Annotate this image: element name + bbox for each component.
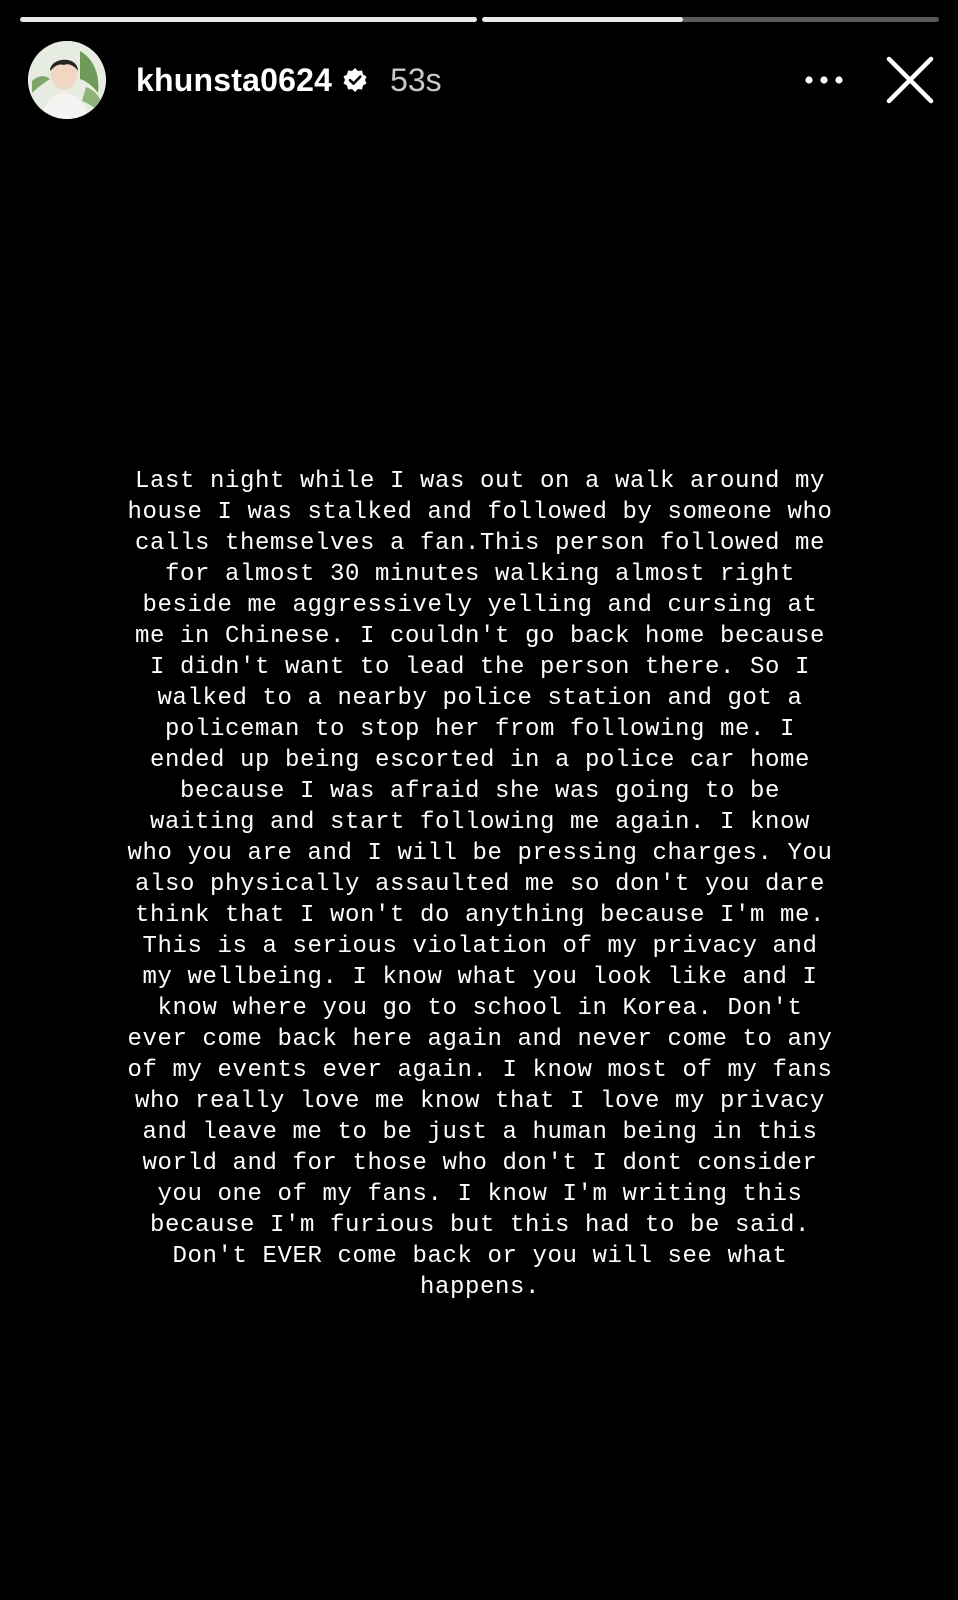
story-timestamp: 53s xyxy=(390,61,442,98)
close-button[interactable] xyxy=(882,52,938,108)
story-header xyxy=(28,40,938,120)
story-progress-fill-1 xyxy=(20,17,477,22)
avatar[interactable] xyxy=(28,41,106,119)
story-progress-fill-2 xyxy=(482,17,683,22)
username[interactable]: khunsta0624 xyxy=(136,61,333,98)
profile-photo-icon xyxy=(28,41,106,119)
close-icon xyxy=(885,55,935,105)
more-dots-icon xyxy=(804,75,844,85)
more-options-button[interactable] xyxy=(794,60,854,100)
story-progress-segment-2 xyxy=(482,17,939,22)
story-text: Last night while I was out on a walk around my house I was stalked and followed by someone who calls themselves a fan.This person followed me for almost 30 minutes walking almost right beside me aggressively yelling and cursing at me in Chinese. I couldn't go back home because I didn't want to lead the person there. So I walked to a nearby police station and got a policeman to stop her from following me. I ended up being escorted in a police car home because I was afraid she was going to be waiting and start following me again. I know who you are and I will be pressing charges. You also physically assaulted me so don't you dare think that I won't do anything because I'm me. This is a serious violation of my privacy and my wellbeing. I know what you look like and I know where you go to school in Korea. Don't ever come back here again and never come to any of my events ever again. I know most of my fans who really love me know that I love my privacy and leave me to be just a human being in this world and for those who don't I dont consider you one of my fans. I know I'm writing this because I'm furious but this had to be said. Don't EVER come back or you will see what happens. xyxy=(127,468,833,1301)
story-progress-segment-1 xyxy=(20,17,477,22)
verified-badge-icon xyxy=(342,67,368,93)
